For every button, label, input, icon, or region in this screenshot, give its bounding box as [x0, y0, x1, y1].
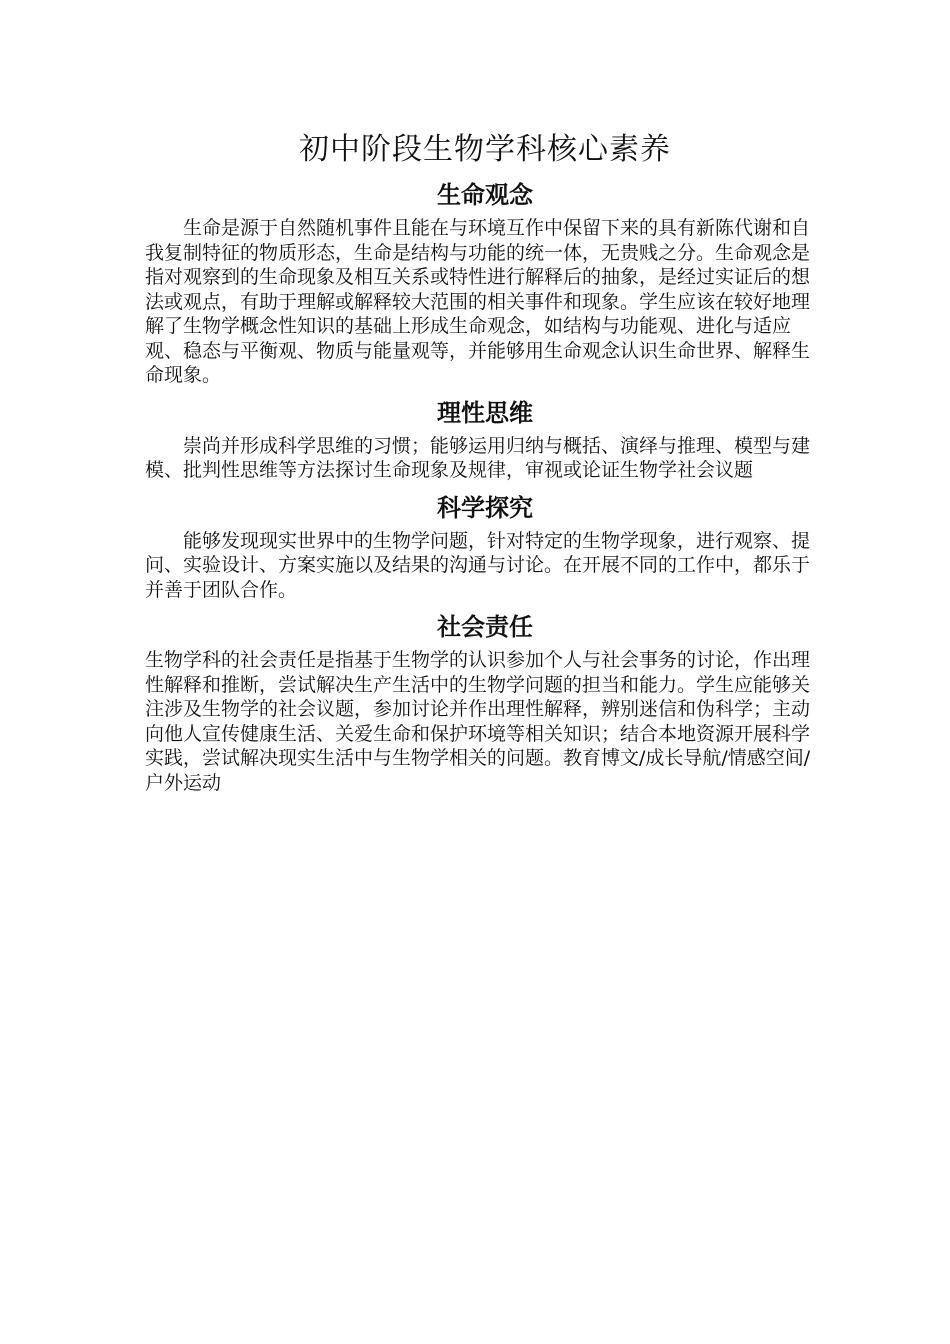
section-life-concept [145, 178, 825, 388]
section-heading-scientific-inquiry: 科学探究 [437, 493, 533, 522]
section-body-life-concept: 生命是源于自然随机事件且能在与环境互作中保留下来的具有新陈代谢和自我复制特征的物质形态，生命是结构与功能的统一体，无贵贱之分。生命观念是指对观察到的生命现象及相互关系或特性进行解释后的抽象，是经过实证后的想法或观点，有助于理解或解释较大范围的相关事件和现象。学生应该在较好地理解了生物学概念性知识的基础上形成生命观念，如结构与功能观、进化与适应观、稳态与平衡观、物质与能量观等，并能够用生命观念认识生命世界、解释生命现象。 [145, 217, 811, 386]
section-body-rational-thinking: 崇尚并形成科学思维的习惯；能够运用归纳与概括、演绎与推理、模型与建模、批判性思维等方法探讨生命现象及规律，审视或论证生物学社会议题 [145, 434, 811, 481]
section-heading-rational-thinking: 理性思维 [437, 398, 533, 427]
section-heading-life-concept: 生命观念 [437, 181, 533, 209]
section-body-social-responsibility: 生物学科的社会责任是指基于生物学的认识参加个人与社会事务的讨论，作出理性解释和推断，尝试解决生产生活中的生物学问题的担当和能力。学生应能够关注涉及生物学的社会议题，参加讨论并作出理性解释，辨别迷信和伪科学；主动向他人宣传健康生活、关爱生命和保护环境等相关知识；结合本地资源开展科学实践，尝试解决现实生活中与生物学相关的问题。教育博文/成长导航/情感空间/户外运动 [145, 649, 811, 794]
section-heading-social-responsibility: 社会责任 [437, 613, 533, 641]
section-scientific-inquiry [145, 491, 825, 603]
section-rational-thinking [145, 396, 825, 483]
document-page [145, 128, 825, 803]
section-body-scientific-inquiry: 能够发现现实世界中的生物学问题，针对特定的生物学现象，进行观察、提问、实验设计、方案实施以及结果的沟通与讨论。在开展不同的工作中，都乐于并善于团队合作。 [145, 529, 811, 601]
document-title: 初中阶段生物学科核心素养 [299, 132, 671, 167]
section-social-responsibility [145, 610, 825, 795]
